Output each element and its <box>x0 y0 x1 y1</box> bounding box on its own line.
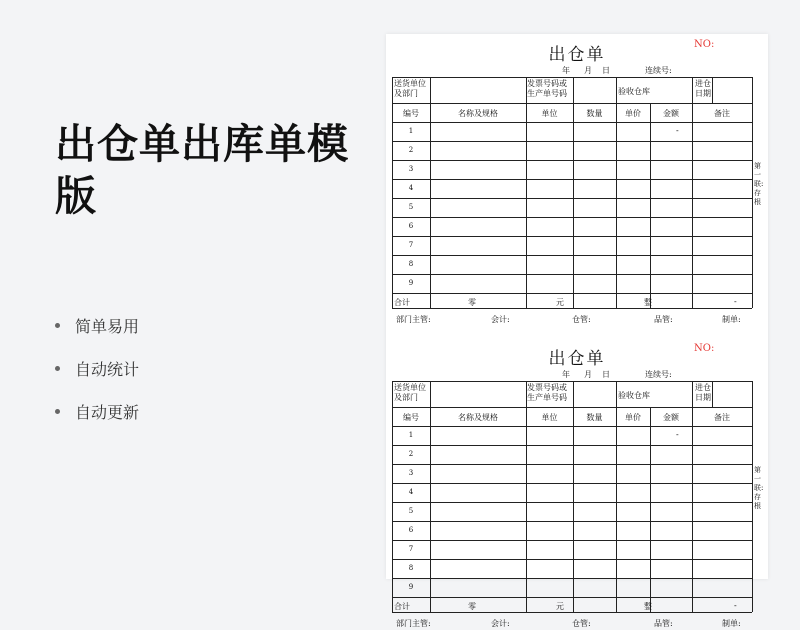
column-header: 备注 <box>714 109 730 118</box>
grid-line <box>392 160 752 161</box>
amount-placeholder: - <box>676 430 679 439</box>
amount-placeholder: - <box>676 126 679 135</box>
total-zero: 零 <box>468 298 476 307</box>
column-header: 名称及规格 <box>458 413 498 422</box>
row-number: 7 <box>408 241 414 249</box>
grid-line <box>692 407 693 612</box>
warehouse-label: 验收仓库 <box>618 87 650 96</box>
grid-line <box>392 236 752 237</box>
grid-line <box>430 381 431 407</box>
date-month-label: 月 <box>584 370 592 379</box>
form-title: 出仓单 <box>548 45 606 65</box>
grid-line <box>573 77 574 103</box>
column-header: 备注 <box>714 413 730 422</box>
footer-quality-label: 品管: <box>654 619 673 628</box>
row-number: 1 <box>408 127 414 135</box>
grid-line <box>573 381 574 407</box>
grid-line <box>650 407 651 612</box>
total-label: 合计 <box>394 298 410 307</box>
row-number: 3 <box>408 469 414 477</box>
footer-manager-label: 部门主管: <box>396 619 431 628</box>
grid-line <box>526 77 527 103</box>
row-number: 7 <box>408 545 414 553</box>
grid-line <box>392 77 752 78</box>
row-number: 4 <box>408 488 414 496</box>
grid-line <box>692 381 693 407</box>
grid-line <box>752 103 753 308</box>
bullet-icon <box>55 323 60 328</box>
grid-line <box>430 103 431 308</box>
grid-line <box>392 255 752 256</box>
grid-line <box>616 407 617 612</box>
total-whole: 整 <box>644 298 652 307</box>
date-month-label: 月 <box>584 66 592 75</box>
row-number: 2 <box>408 450 414 458</box>
column-header: 编号 <box>403 109 419 118</box>
grid-line <box>692 77 693 103</box>
copy-note: 第一联:存根 <box>754 162 764 206</box>
column-header: 金额 <box>663 413 679 422</box>
supplier-label: 送货单位及部门 <box>394 383 426 402</box>
date-day-label: 日 <box>602 66 610 75</box>
grid-line <box>430 407 431 612</box>
grid-line <box>752 381 753 407</box>
form-footer <box>396 618 756 630</box>
grid-line <box>392 540 752 541</box>
form-number-label: NO: <box>694 39 715 50</box>
total-yuan: 元 <box>556 298 564 307</box>
feature-item <box>55 316 139 338</box>
grid-line <box>392 559 752 560</box>
page-title: 出仓单出库单模版 <box>55 120 349 220</box>
grid-line <box>526 381 527 407</box>
grid-line <box>573 103 574 308</box>
total-dash: - <box>734 601 737 610</box>
total-whole: 整 <box>644 602 652 611</box>
row-number: 5 <box>408 507 414 515</box>
date-day-label: 日 <box>602 370 610 379</box>
invoice-label: 发票号码或生产单号码 <box>527 383 567 402</box>
grid-line <box>392 502 752 503</box>
grid-line <box>392 521 752 522</box>
date-year-label: 年 <box>562 66 570 75</box>
row-number: 8 <box>408 260 414 268</box>
total-yuan: 元 <box>556 602 564 611</box>
column-header: 数量 <box>586 109 603 118</box>
total-label: 合计 <box>394 602 410 611</box>
row-number: 5 <box>408 203 414 211</box>
column-header: 数量 <box>586 413 603 422</box>
grid-line <box>392 426 752 427</box>
feature-list <box>55 316 139 445</box>
copy-note: 第一联:存根 <box>754 466 764 510</box>
serial-number-label: 连续号: <box>645 370 672 379</box>
supplier-label: 送货单位及部门 <box>394 79 426 98</box>
grid-line <box>392 612 752 613</box>
row-number: 6 <box>408 526 414 534</box>
total-zero: 零 <box>468 602 476 611</box>
column-header: 编号 <box>403 413 419 422</box>
grid-line <box>573 407 574 612</box>
grid-line <box>392 445 752 446</box>
footer-accountant-label: 会计: <box>491 315 510 324</box>
column-header: 单位 <box>541 413 558 422</box>
grid-line <box>616 77 617 103</box>
grid-line <box>392 578 752 579</box>
grid-line <box>616 381 617 407</box>
form-grid <box>392 381 752 612</box>
footer-accountant-label: 会计: <box>491 619 510 628</box>
grid-line <box>650 103 651 308</box>
form-grid <box>392 77 752 308</box>
row-number: 1 <box>408 431 414 439</box>
grid-line <box>392 77 393 103</box>
total-dash: - <box>734 297 737 306</box>
warehouse-out-form <box>386 34 768 324</box>
footer-manager-label: 部门主管: <box>396 315 431 324</box>
grid-line <box>392 122 752 123</box>
warehouse-out-form <box>386 338 768 628</box>
grid-line <box>526 407 527 612</box>
grid-line <box>392 179 752 180</box>
grid-line <box>392 464 752 465</box>
grid-line <box>392 597 752 598</box>
grid-line <box>392 483 752 484</box>
feature-label: 自动更新 <box>75 403 140 422</box>
feature-label: 简单易用 <box>75 317 140 336</box>
row-number: 4 <box>408 184 414 192</box>
grid-line <box>392 141 752 142</box>
row-number: 2 <box>408 146 414 154</box>
grid-line <box>392 308 752 309</box>
row-number: 6 <box>408 222 414 230</box>
grid-line <box>526 103 527 308</box>
bullet-icon <box>55 409 60 414</box>
grid-line <box>712 77 713 103</box>
column-header: 名称及规格 <box>458 109 498 118</box>
footer-storekeeper-label: 仓管: <box>572 315 591 324</box>
document-preview <box>386 34 768 628</box>
grid-line <box>392 217 752 218</box>
column-header: 单位 <box>541 109 558 118</box>
row-number: 9 <box>408 279 414 287</box>
column-header: 单价 <box>625 413 641 422</box>
column-header: 金额 <box>663 109 679 118</box>
footer-storekeeper-label: 仓管: <box>572 619 591 628</box>
footer-preparer-label: 制单: <box>722 315 741 324</box>
entry-date-label: 进仓日期 <box>695 79 711 98</box>
row-number: 8 <box>408 564 414 572</box>
footer-quality-label: 品管: <box>654 315 673 324</box>
row-number: 3 <box>408 165 414 173</box>
grid-line <box>392 293 752 294</box>
feature-label: 自动统计 <box>75 360 140 379</box>
form-number-label: NO: <box>694 343 715 354</box>
column-header: 单价 <box>625 109 641 118</box>
feature-item <box>55 402 139 424</box>
grid-line <box>712 381 713 407</box>
grid-line <box>392 381 393 407</box>
form-footer <box>396 314 756 326</box>
bullet-icon <box>55 366 60 371</box>
grid-line <box>752 77 753 103</box>
entry-date-label: 进仓日期 <box>695 383 711 402</box>
grid-line <box>392 274 752 275</box>
grid-line <box>692 103 693 308</box>
grid-line <box>392 407 752 408</box>
grid-line <box>392 103 752 104</box>
date-year-label: 年 <box>562 370 570 379</box>
grid-line <box>392 381 752 382</box>
grid-line <box>616 103 617 308</box>
form-title: 出仓单 <box>548 349 606 369</box>
grid-line <box>392 198 752 199</box>
footer-preparer-label: 制单: <box>722 619 741 628</box>
serial-number-label: 连续号: <box>645 66 672 75</box>
invoice-label: 发票号码或生产单号码 <box>527 79 567 98</box>
row-number: 9 <box>408 583 414 591</box>
feature-item <box>55 359 139 381</box>
warehouse-label: 验收仓库 <box>618 391 650 400</box>
grid-line <box>752 407 753 612</box>
grid-line <box>430 77 431 103</box>
